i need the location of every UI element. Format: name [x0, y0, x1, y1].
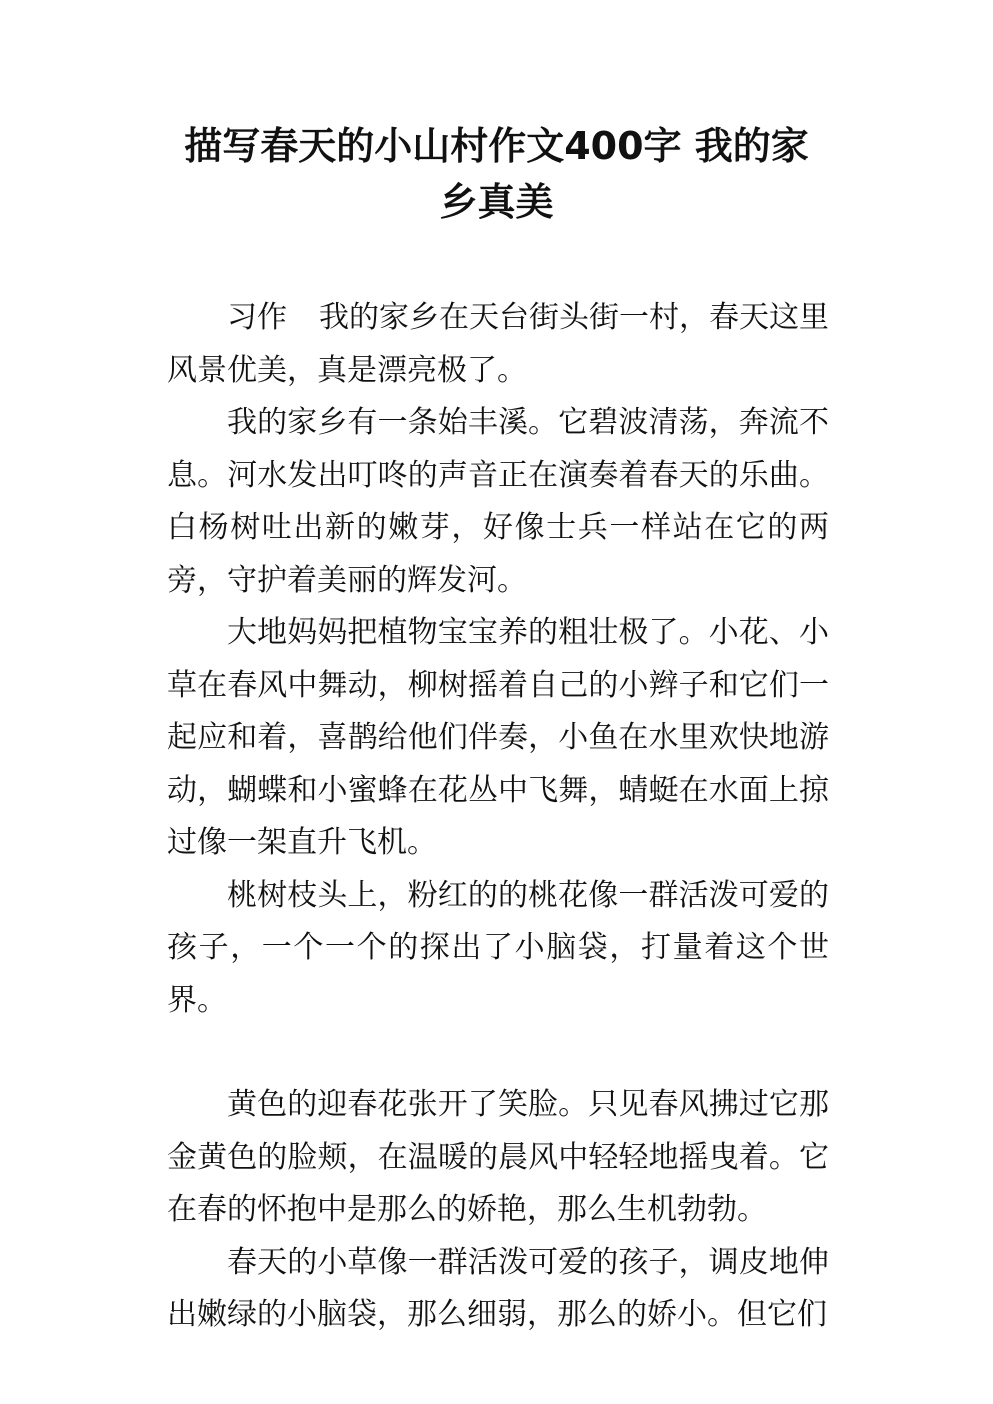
paragraph-5: 黄色的迎春花张开了笑脸。只见春风拂过它那金黄色的脸颊，在温暖的晨风中轻轻地摇曳着。它在春的怀抱中是那么的娇艳，那么生机勃勃。: [167, 1087, 829, 1227]
paragraph-6: 春天的小草像一群活泼可爱的孩子，调皮地伸出嫩绿的小脑袋，那么细弱，那么的娇小。但它们: [167, 1244, 829, 1332]
paragraph-1-text: 我的家乡在天台街头街一村，春天这里风景优美，真是漂亮极了。: [167, 300, 829, 388]
paragraph-1: [167, 292, 829, 397]
paragraph-1-lead: 习作: [227, 300, 287, 335]
document-title: [120, 118, 873, 230]
paragraph-3: 大地妈妈把植物宝宝养的粗壮极了。小花、小草在春风中舞动，柳树摇着自己的小辫子和它们一起应和着，喜鹊给他们伴奏，小鱼在水里欢快地游动，蝴蝶和小蜜蜂在花丛中飞舞，蜻蜓在水面上掠过像一架直升飞机。: [167, 615, 829, 860]
paragraph-4: 桃树枝头上，粉红的的桃花像一群活泼可爱的孩子，一个一个的探出了小脑袋，打量着这个世界。: [167, 877, 829, 1018]
title-line-2: 乡真美: [439, 180, 554, 224]
title-line-1: 描写春天的小山村作文400字 我的家: [184, 124, 809, 168]
paragraph-2: 我的家乡有一条始丰溪。它碧波清荡，奔流不息。河水发出叮咚的声音正在演奏着春天的乐曲。白杨树吐出新的嫩芽，好像士兵一样站在它的两旁，守护着美丽的辉发河。: [167, 405, 829, 598]
document-body: [167, 292, 829, 1342]
